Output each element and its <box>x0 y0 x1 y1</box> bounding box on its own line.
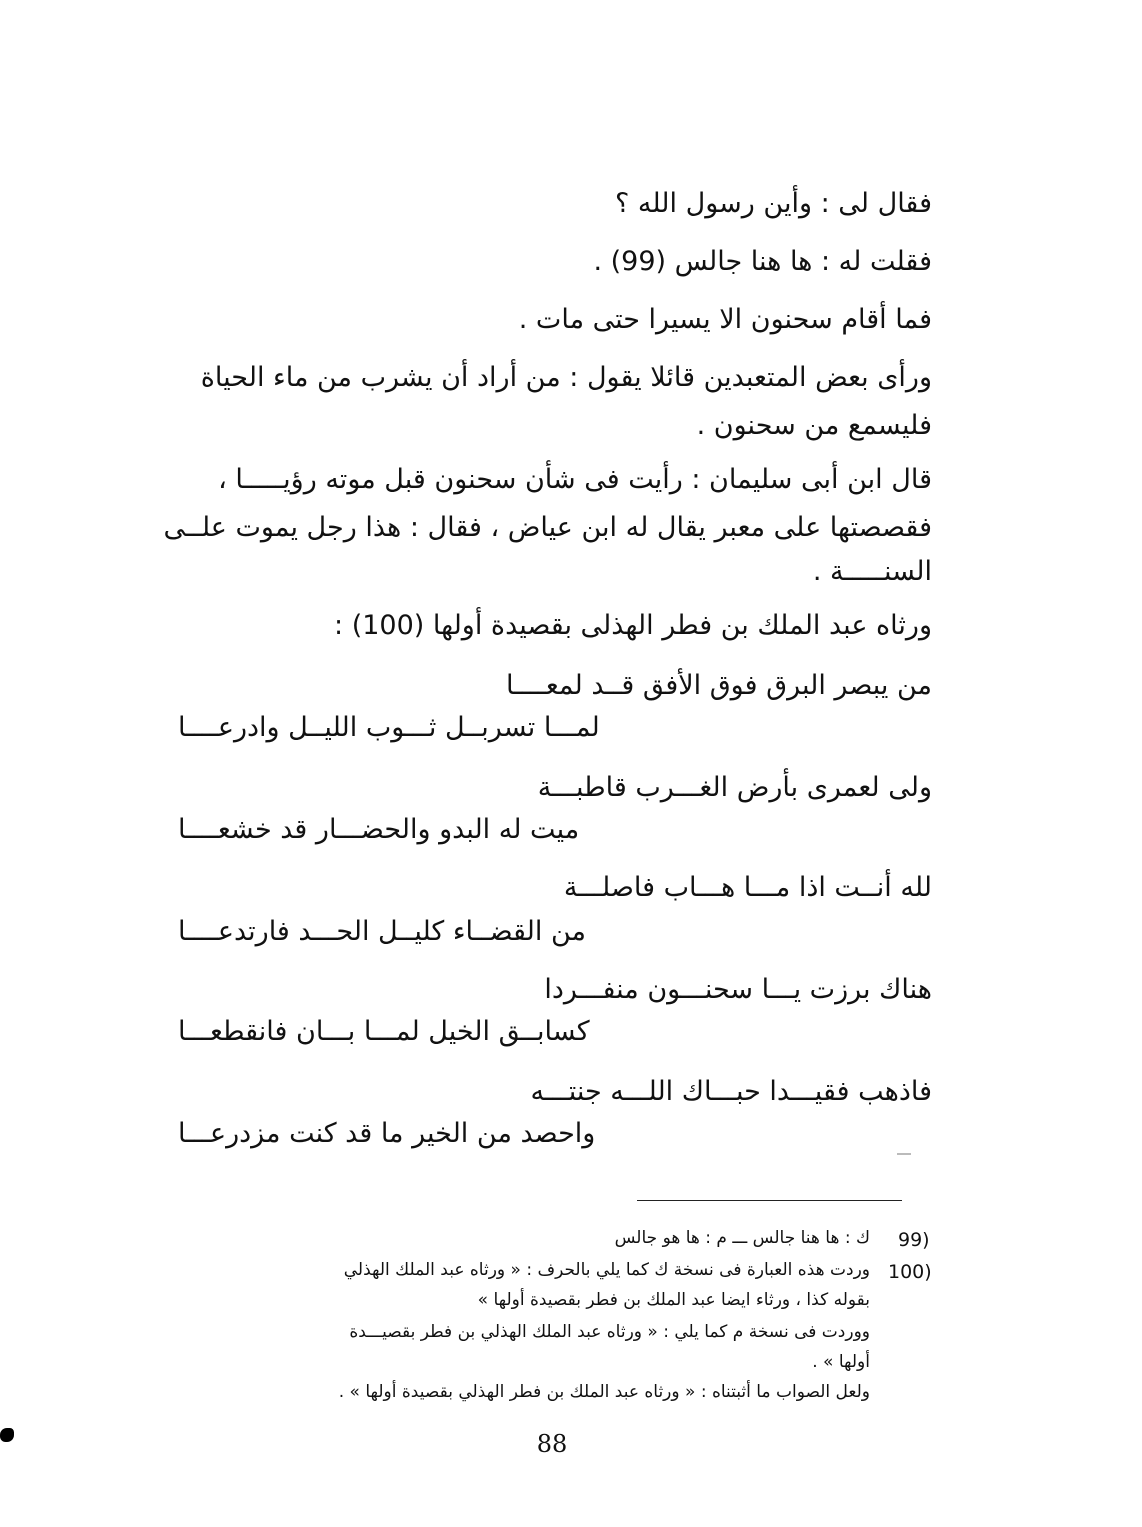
footnote-number: 99) <box>898 1229 930 1251</box>
verse-first-hemistich: فاذهب فقيـــدا حبـــاك اللـــه جنتـــه <box>530 1076 932 1107</box>
verse-first-hemistich: هناك برزت يـــا سحنـــون منفـــردا <box>544 974 932 1005</box>
scan-speck <box>897 1153 911 1155</box>
footnote-line: ك : ها هنا جالس ـــ م : ها هو جالس <box>614 1228 870 1248</box>
body-line: فما أقام سحنون الا يسيرا حتى مات . <box>518 304 932 335</box>
margin-ink-mark <box>0 1428 14 1442</box>
verse-second-hemistich: واحصد من الخير ما قد كنت مزدرعـــا <box>178 1118 596 1149</box>
verse-second-hemistich: ميت له البدو والحضـــار قد خشعــــا <box>178 814 580 845</box>
verse-first-hemistich: ولى لعمرى بأرض الغـــرب قاطبـــة <box>537 772 932 803</box>
footnote-line: ولعل الصواب ما أثبتناه : « ورثاه عبد الملك بن فطر الهذلي بقصيدة أولها » . <box>338 1382 870 1402</box>
body-line: فقال لى : وأين رسول الله ؟ <box>614 188 932 219</box>
body-line: فقصصتها على معبر يقال له ابن عياض ، فقال : هذا رجل يموت علــى <box>163 512 932 543</box>
page-number: 88 <box>536 1430 568 1458</box>
verse-second-hemistich: كسابــق الخيل لمـــا بـــان فانقطعـــا <box>178 1016 590 1047</box>
body-line: فليسمع من سحنون . <box>696 410 932 441</box>
body-line: السنـــــة . <box>812 556 932 587</box>
footnote-number: 100) <box>888 1261 932 1283</box>
footnote-line: وردت هذه العبارة فى نسخة ك كما يلي بالحرف : « ورثاه عبد الملك الهذلي <box>343 1260 870 1280</box>
footnote-line: أولها » . <box>812 1352 870 1372</box>
verse-first-hemistich: لله أنــت اذا مـــا هـــاب فاصلـــة <box>563 872 932 903</box>
footnote-separator <box>637 1200 902 1201</box>
body-line: قال ابن أبى سليمان : رأيت فى شأن سحنون قبل موته رؤيـــــا ، <box>218 464 932 495</box>
verse-first-hemistich: من يبصر البرق فوق الأفق قــد لمعــــا <box>506 670 932 701</box>
body-line: فقلت له : ها هنا جالس (99) . <box>593 246 932 277</box>
verse-second-hemistich: من القضــاء كليــل الحـــد فارتدعــــا <box>178 916 586 947</box>
body-line: ورثاه عبد الملك بن فطر الهذلى بقصيدة أولها (100) : <box>334 610 932 641</box>
body-line: ورأى بعض المتعبدين قائلا يقول : من أراد أن يشرب من ماء الحياة <box>200 362 932 393</box>
footnote-line: ووردت فى نسخة م كما يلي : « ورثاه عبد الملك الهذلي بن فطر بقصيـــدة <box>349 1322 870 1342</box>
footnote-line: بقوله كذا ، ورثاء ايضا عبد الملك بن فطر بقصيدة أولها » <box>477 1290 870 1310</box>
verse-second-hemistich: لمـــا تسربــل ثـــوب الليــل وادرعــــا <box>178 712 600 743</box>
